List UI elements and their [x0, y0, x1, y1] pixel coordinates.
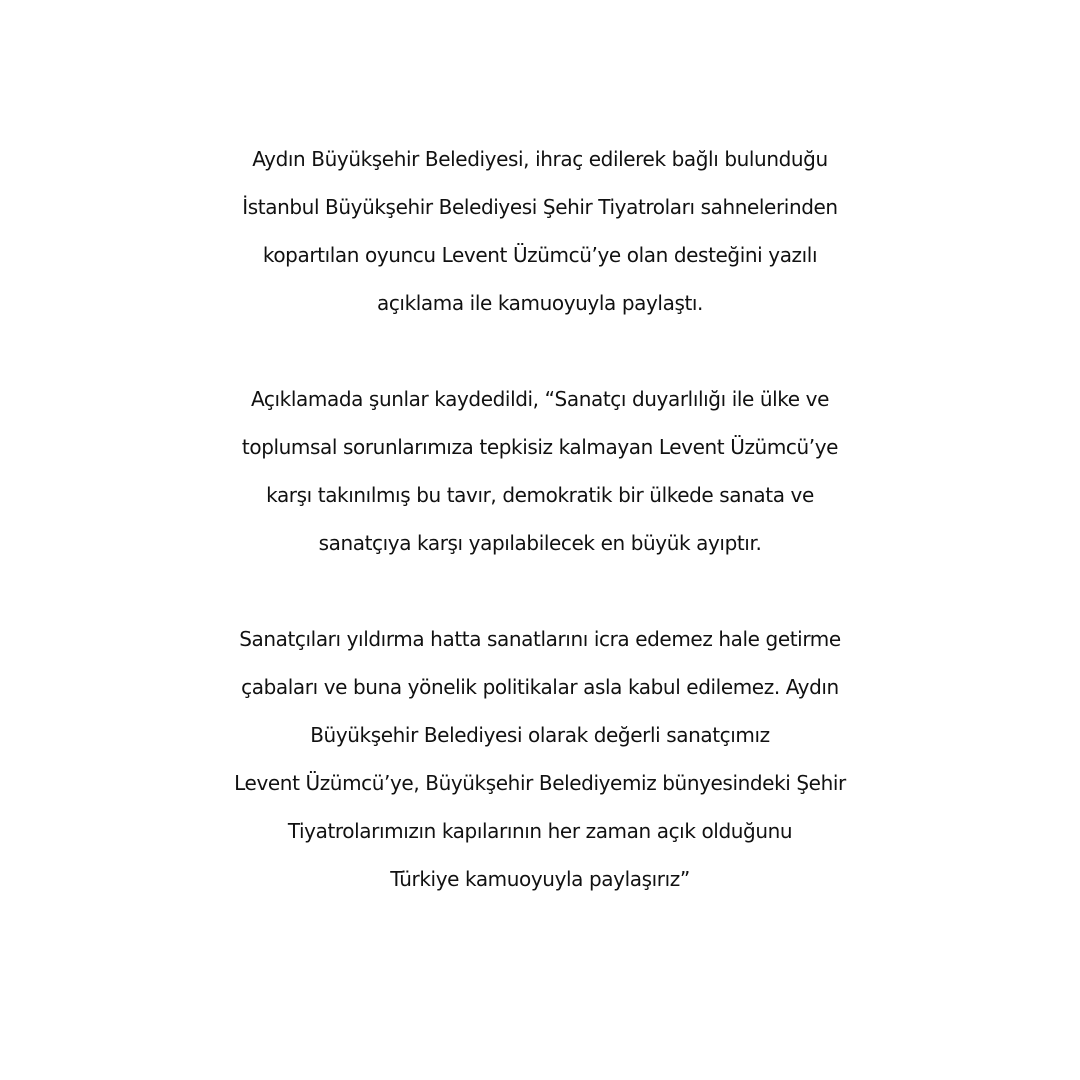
paragraph-line: Levent Üzümcü’ye, Büyükşehir Belediyemiz bünyesindeki Şehir — [234, 771, 846, 795]
paragraph-line: kopartılan oyuncu Levent Üzümcü’ye olan desteğini yazılı — [262, 243, 818, 267]
paragraph-line: Tiyatrolarımızın kapılarının her zaman açık olduğunu — [287, 819, 793, 843]
paragraph-line: açıklama ile kamuoyuyla paylaştı. — [376, 291, 704, 315]
paragraph-quote-end — [0, 615, 1080, 903]
paragraph-line: çabaları ve buna yönelik politikalar asla kabul edilemez. Aydın — [241, 675, 839, 699]
paragraph-line: karşı takınılmış bu tavır, demokratik bir ülkede sanata ve — [266, 483, 814, 507]
paragraph-quote-start — [0, 375, 1080, 567]
paragraph-line: Türkiye kamuoyuyla paylaşırız” — [390, 867, 690, 891]
paragraph-line: Büyükşehir Belediyesi olarak değerli sanatçımız — [310, 723, 770, 747]
paragraph-line: İstanbul Büyükşehir Belediyesi Şehir Tiyatroları sahnelerinden — [242, 195, 838, 219]
paragraph-line: Açıklamada şunlar kaydedildi, “Sanatçı duyarlılığı ile ülke ve — [251, 387, 829, 411]
paragraph-line: Aydın Büyükşehir Belediyesi, ihraç edilerek bağlı bulunduğu — [252, 147, 828, 171]
paragraph-line: Sanatçıları yıldırma hatta sanatlarını icra edemez hale getirme — [239, 627, 841, 651]
paragraph-line: sanatçıya karşı yapılabilecek en büyük ayıptır. — [318, 531, 762, 555]
paragraph-announcement — [0, 135, 1080, 327]
paragraph-line: toplumsal sorunlarımıza tepkisiz kalmayan Levent Üzümcü’ye — [241, 435, 839, 459]
